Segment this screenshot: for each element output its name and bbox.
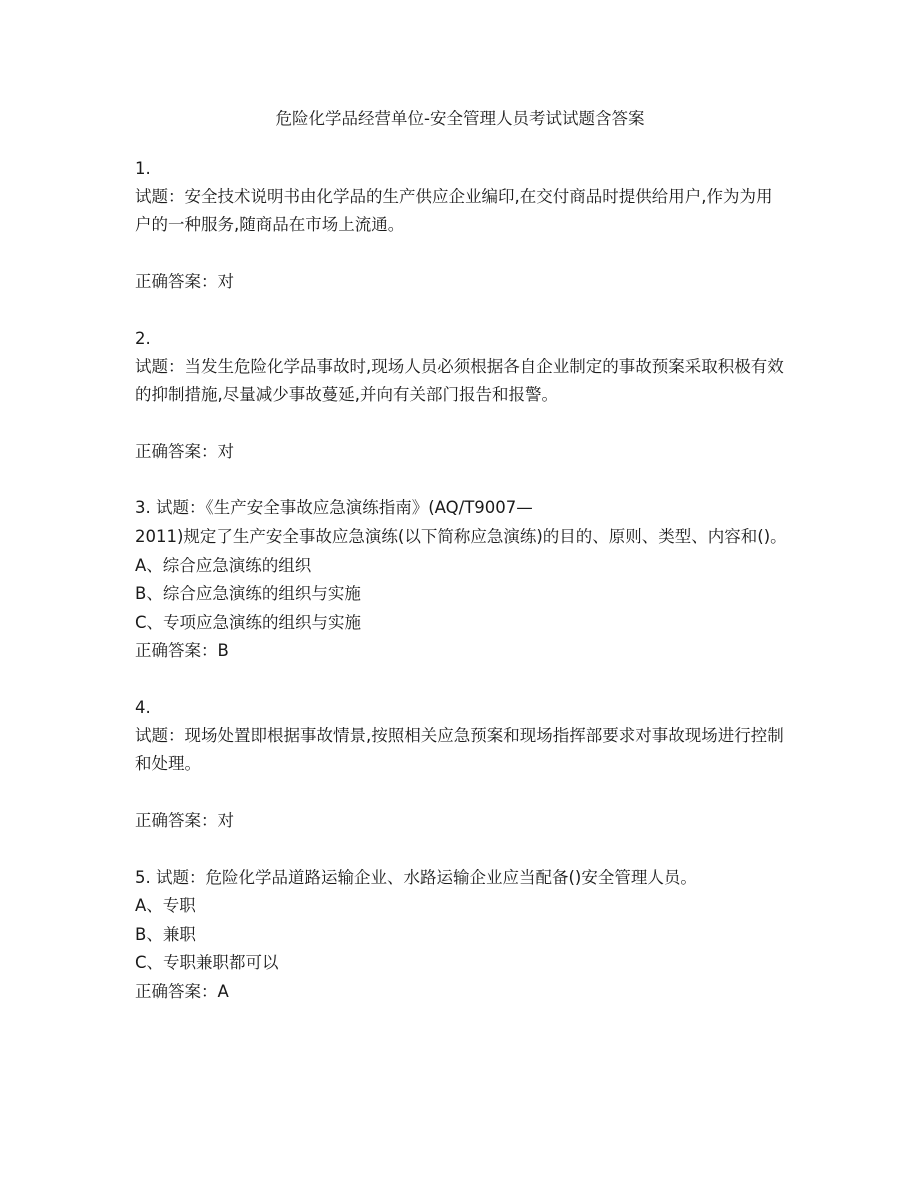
question-1-stem-line2: 户的一种服务,随商品在市场上流通。 — [135, 215, 405, 234]
question-1-stem-line1: 试题：安全技术说明书由化学品的生产供应企业编印,在交付商品时提供给用户,作为为用 — [135, 187, 773, 206]
question-4-answer: 正确答案：对 — [135, 811, 234, 830]
question-4-stem-line2: 和处理。 — [135, 754, 201, 773]
question-1-number: 1. — [135, 159, 151, 178]
document-title: 危险化学品经营单位-安全管理人员考试试题含答案 — [275, 109, 645, 128]
question-4-number: 4. — [135, 698, 151, 717]
question-2-number: 2. — [135, 329, 151, 348]
question-5-option-c: C、专职兼职都可以 — [135, 953, 279, 972]
question-4-stem-line1: 试题：现场处置即根据事故情景,按照相关应急预案和现场指挥部要求对事故现场进行控制 — [135, 726, 784, 745]
question-2-answer: 正确答案：对 — [135, 442, 234, 461]
question-5-option-a: A、专职 — [135, 896, 196, 915]
question-3-answer: 正确答案：B — [135, 641, 229, 660]
question-3-option-b: B、综合应急演练的组织与实施 — [135, 584, 361, 603]
question-5-answer: 正确答案：A — [135, 982, 229, 1001]
question-3-stem-line2: 2011)规定了生产安全事故应急演练(以下简称应急演练)的目的、原则、类型、内容和()。 — [135, 527, 787, 546]
question-3-option-c: C、专项应急演练的组织与实施 — [135, 613, 362, 632]
question-1-answer: 正确答案：对 — [135, 272, 234, 291]
question-3-stem-line1: 3. 试题：《生产安全事故应急演练指南》(AQ/T9007— — [135, 498, 533, 517]
question-5-option-b: B、兼职 — [135, 925, 196, 944]
question-2-stem-line2: 的抑制措施,尽量减少事故蔓延,并向有关部门报告和报警。 — [135, 385, 558, 404]
question-2-stem-line1: 试题：当发生危险化学品事故时,现场人员必须根据各自企业制定的事故预案采取积极有效 — [135, 357, 784, 376]
question-3-option-a: A、综合应急演练的组织 — [135, 556, 312, 575]
question-5-stem-line1: 5. 试题：危险化学品道路运输企业、水路运输企业应当配备()安全管理人员。 — [135, 868, 697, 887]
